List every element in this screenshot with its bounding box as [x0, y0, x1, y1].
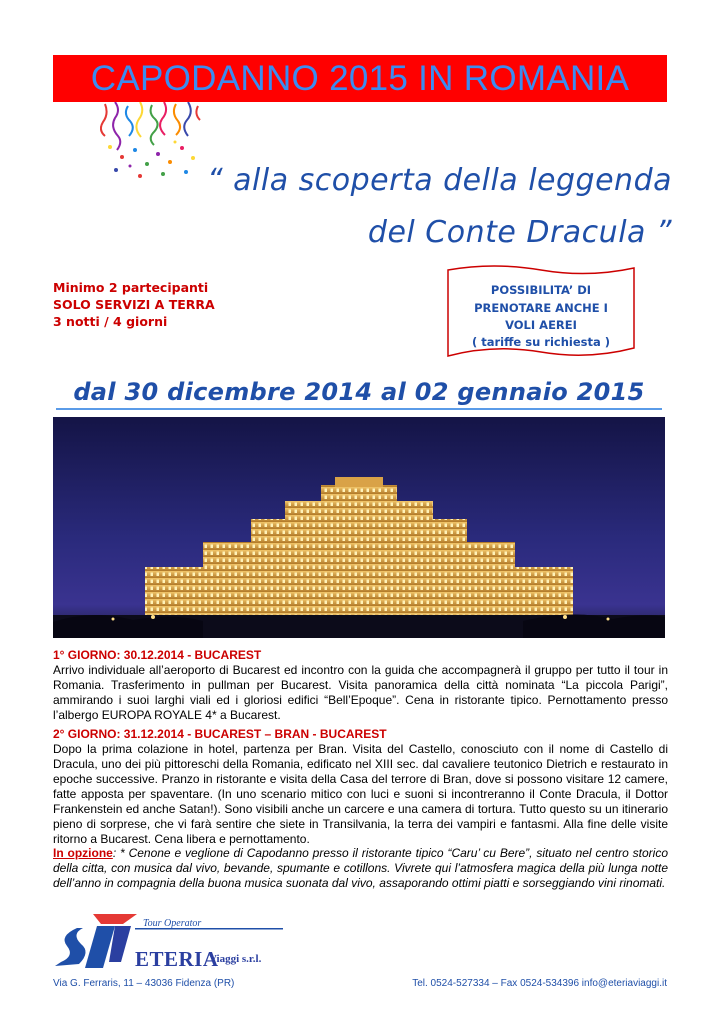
page-title: CAPODANNO 2015 IN ROMANIA: [90, 58, 630, 98]
logo-name: ETERIA: [135, 947, 219, 971]
day-1-description: Arrivo individuale all’aeroporto di Bucarest ed incontro con la guida che accompagnerà il gruppo per tutto il tour in Romania. Trasferimento in pullman per Bucarest. Visita panoramica della città nominata “La piccola Parigi”, ammirando i suoi larghi viali ed i gloriosi edifici “Bell’Epoque”. Cena in ristorante tipico. Pernottamento presso l’albergo EUROPA ROYALE 4* a Bucarest.: [53, 663, 668, 722]
title-banner: [53, 55, 667, 102]
day-2-description: Dopo la prima colazione in hotel, partenza per Bran. Visita del Castello, conosciuto con il nome di Castello di Dracula, uno dei più pittoreschi della Romania, edificato nel XIII sec. dal cavaliere teutonico Dietrich e restaurato in epoche successive. Pranzo in ristorante e visita della Casa del terrore di Bran, dove si possono visitare 12 camere, fatte apposta per spaventare. (In uno scenario mitico con luci e suoni si incontreranno il Conte Dracula, il Dottor Frankenstein ed anche Satan!). Sono visibili anche un carcere e una camera di tortura. Tutto questo su un itinerario pieno di sorprese, che vi farà sentire che siete in Transilvania, la terra dei vampiri e fantasmi. Alla fine delle visite ritorno a Bucarest. Cena libera e pernottamento.: [53, 742, 668, 846]
optional-extra-text: : * Cenone e veglione di Capodanno presso il ristorante tipico “Caru’ cu Bere”, situato nel centro storico della citta, con musica dal vivo, bevande, spumante e cotillons. Vivrete qui l’atmosfera magica della più lunga notte dell’anno in compagnia della buona musica suonata dal vivo, assaporando ottimi piatti e sorseggiando vini rinomati.: [53, 846, 668, 890]
confetti-decoration: [100, 102, 204, 182]
info-participants: Minimo 2 partecipanti: [53, 280, 209, 295]
day-1-title: 1° GIORNO: 30.12.2014 - BUCAREST: [53, 648, 262, 662]
footer-contacts: Tel. 0524-527334 – Fax 0524-534396 info@eteriaviaggi.it: [412, 978, 667, 989]
travel-dates: dal 30 dicembre 2014 al 02 gennaio 2015: [73, 378, 645, 406]
flight-option-line-1: POSSIBILITA’ DI: [490, 283, 592, 297]
flight-option-line-2: PRENOTARE ANCHE I: [474, 301, 608, 315]
dates-underline: [56, 408, 662, 410]
palace-photo: [53, 417, 665, 638]
footer-address: Via G. Ferraris, 11 – 43036 Fidenza (PR): [53, 978, 235, 989]
flight-option-line-4: ( tariffe su richiesta ): [471, 335, 610, 349]
info-services: SOLO SERVIZI A TERRA: [53, 297, 215, 312]
optional-extra-label: In opzione: [53, 846, 113, 860]
flight-option-line-3: VOLI AEREI: [505, 318, 577, 332]
subtitle-line-2: del Conte Dracula ”: [367, 215, 672, 250]
logo-tour-operator: Tour Operator: [143, 918, 202, 929]
day-2-title: 2° GIORNO: 31.12.2014 - BUCAREST – BRAN - BUCAREST: [53, 727, 387, 741]
subtitle-line-1: “ alla scoperta della leggenda: [207, 163, 672, 198]
optional-extra: [53, 846, 668, 891]
info-duration: 3 notti / 4 giorni: [53, 314, 168, 329]
logo-suffix: Viaggi s.r.l.: [209, 953, 262, 965]
